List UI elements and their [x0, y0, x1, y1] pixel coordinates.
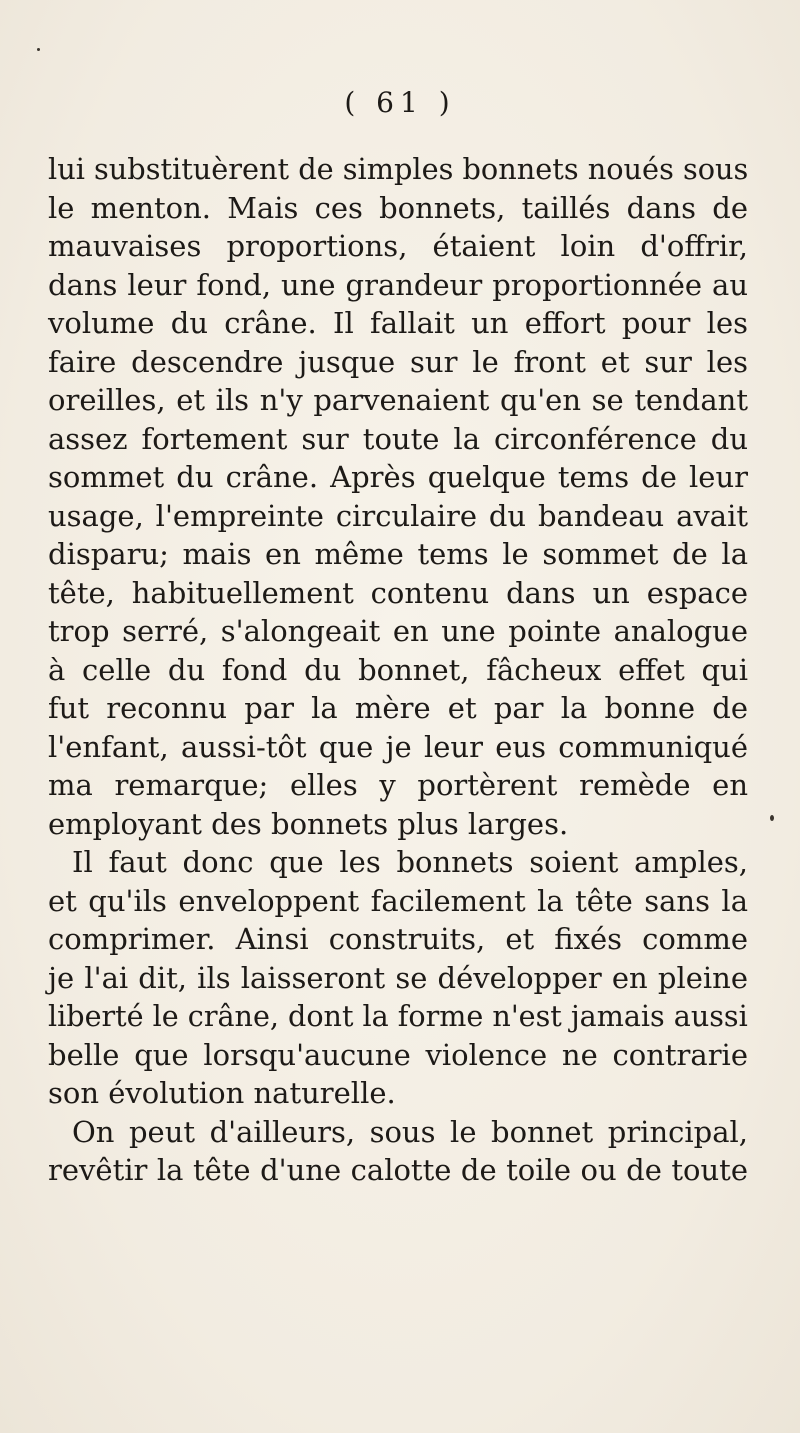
text-line: sommet du crâne. Après quelque tems de leur [48, 460, 748, 494]
text-line: employant des bonnets plus larges. [48, 806, 569, 841]
text-line: volume du crâne. Il fallait un effort pour les [48, 306, 748, 340]
text-line: comprimer. Ainsi construits, et fixés comme [48, 922, 748, 956]
page-number: ( 61 ) [344, 86, 456, 119]
text-line: ma remarque; elles y portèrent remède en [48, 768, 748, 802]
text-line: son évolution naturelle. [48, 1076, 396, 1110]
text-line: Il faut donc que les bonnets soient amples, [72, 845, 748, 879]
text-line: trop serré, s'alongeait en une pointe analogue [48, 614, 748, 648]
text-line: dans leur fond, une grandeur proportionnée au [48, 267, 748, 302]
text-line: lui substituèrent de simples bonnets noués sous [48, 152, 749, 186]
text-line: usage, l'empreinte circulaire du bandeau avait [48, 498, 748, 533]
text-line: à celle du fond du bonnet, fâcheux effet qui [48, 652, 748, 687]
text-line: belle que lorsqu'aucune violence ne contrarie [48, 1037, 748, 1072]
text-line: disparu; mais en même tems le sommet de la [48, 537, 748, 571]
text-line: et qu'ils enveloppent facilement la tête sans la [48, 883, 748, 918]
paragraph-3 [48, 1113, 748, 1190]
text-line: je l'ai dit, ils laisseront se développer en pleine [48, 960, 748, 995]
text-line: oreilles, et ils n'y parvenaient qu'en se tendant [48, 383, 748, 417]
paragraph-2 [48, 843, 748, 1113]
text-line: revêtir la tête d'une calotte de toile ou de toute [48, 1153, 748, 1187]
body-text [48, 150, 748, 1190]
text-line: assez fortement sur toute la circonférence du [48, 421, 748, 456]
text-line: l'enfant, aussi-tôt que je leur eus communiqué [48, 729, 748, 764]
ink-speck [37, 48, 40, 51]
paragraph-1 [48, 150, 748, 843]
text-line: On peut d'ailleurs, sous le bonnet principal, [72, 1114, 748, 1149]
text-line: le menton. Mais ces bonnets, taillés dans de [48, 190, 748, 225]
text-line: liberté le crâne, dont la forme n'est jamais aussi [48, 999, 748, 1033]
text-line: tête, habituellement contenu dans un espace [48, 575, 748, 610]
ink-speck [770, 815, 774, 821]
text-line: mauvaises proportions, étaient loin d'offrir, [48, 229, 748, 263]
text-line: fut reconnu par la mère et par la bonne de [48, 691, 748, 725]
text-line: faire descendre jusque sur le front et sur les [48, 344, 748, 379]
